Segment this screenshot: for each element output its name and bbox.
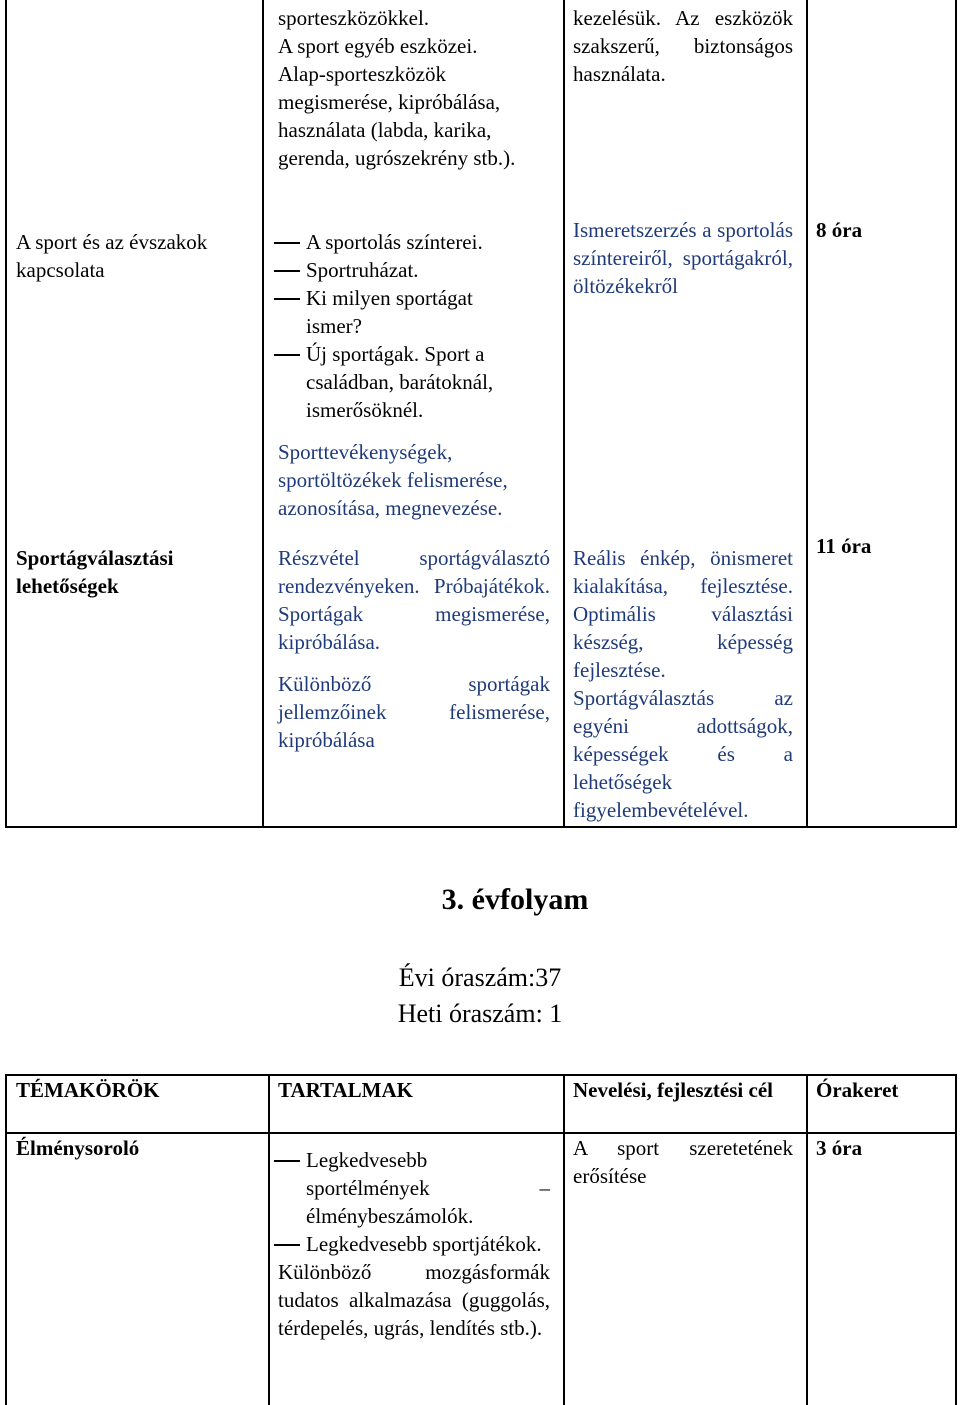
hours-cell: 3 óra bbox=[816, 1136, 863, 1160]
header-goal: Nevelési, fejlesztési cél bbox=[573, 1078, 773, 1102]
continued-content-cell bbox=[278, 4, 550, 172]
content-cell bbox=[278, 544, 550, 754]
list-item: Sportruházat. bbox=[278, 256, 550, 284]
header-hours: Órakeret bbox=[816, 1078, 899, 1102]
list-item: Legkedvesebb sportjátékok. bbox=[278, 1230, 550, 1258]
content-cell bbox=[278, 1146, 550, 1342]
content-line: sporteszközökkel. bbox=[278, 6, 430, 30]
content-extra: Sporttevékenységek, sportöltözékek felismerése, azonosítása, megnevezése. bbox=[278, 440, 508, 520]
topic-cell: Élménysoroló bbox=[16, 1136, 140, 1160]
list-item: Új sportágak. Sport a családban, barátoknál, ismerősöknél. bbox=[278, 340, 536, 424]
hours-cell bbox=[816, 532, 871, 560]
topic-text: Sportágválasztási lehetőségek bbox=[16, 546, 174, 598]
header-contents: TARTALMAK bbox=[278, 1078, 413, 1102]
goal-text: Ismeretszerzés a sportolás színtereiről, sportágakról, öltözékekről bbox=[573, 218, 793, 298]
topic-cell bbox=[16, 544, 256, 600]
content-extra: Különböző mozgásformák tudatos alkalmazása (guggolás, térdepelés, ugrás, lendítés stb.). bbox=[278, 1260, 550, 1340]
content-text: Részvétel sportágválasztó rendezvényeken. Próbajátékok. Sportágak megismerése, kipróbálása. bbox=[278, 546, 550, 654]
section-title: 3. évfolyam bbox=[441, 883, 589, 916]
content-line: A sport egyéb eszközei. bbox=[278, 34, 478, 58]
content-list bbox=[278, 228, 550, 424]
goal-text: A sport szeretetének erősítése bbox=[573, 1136, 793, 1188]
header-topics: TÉMAKÖRÖK bbox=[16, 1078, 160, 1102]
continued-goal-cell bbox=[573, 4, 793, 88]
topic-cell bbox=[16, 228, 260, 284]
content-list bbox=[278, 1146, 550, 1258]
hours-cell bbox=[816, 216, 862, 244]
topic-text: A sport és az évszakok kapcsolata bbox=[16, 230, 208, 282]
content-line: Alap-sporteszközök megismerése, kipróbálása, használata (labda, karika, gerenda, ugrószekrény stb.). bbox=[278, 62, 516, 170]
goal-cell bbox=[573, 216, 793, 300]
goal-cell bbox=[573, 544, 793, 824]
hours-text: 11 óra bbox=[816, 534, 872, 558]
goal-text: Reális énkép, önismeret kialakítása, fejlesztése. Optimális választási készség, képesség fejlesztése. Sportágválasztás az egyéni adottságok, képességek és a lehetőségek figyelembevételével. bbox=[573, 546, 793, 822]
goal-cell bbox=[573, 1134, 793, 1190]
goal-text: kezelésük. Az eszközök szakszerű, biztonságos használata. bbox=[573, 6, 793, 86]
hours-text: 8 óra bbox=[816, 218, 863, 242]
list-item: Ki milyen sportágat ismer? bbox=[278, 284, 506, 340]
list-item: A sportolás színterei. bbox=[278, 228, 550, 256]
list-item: Legkedvesebb sportélmények – élménybeszámolók. bbox=[278, 1146, 550, 1230]
weekly-hours: Heti óraszám: 1 bbox=[397, 999, 563, 1028]
content-cell bbox=[278, 228, 550, 522]
content-text: Különböző sportágak jellemzőinek felismerése, kipróbálása bbox=[278, 672, 550, 752]
annual-hours: Évi óraszám:37 bbox=[398, 963, 562, 992]
